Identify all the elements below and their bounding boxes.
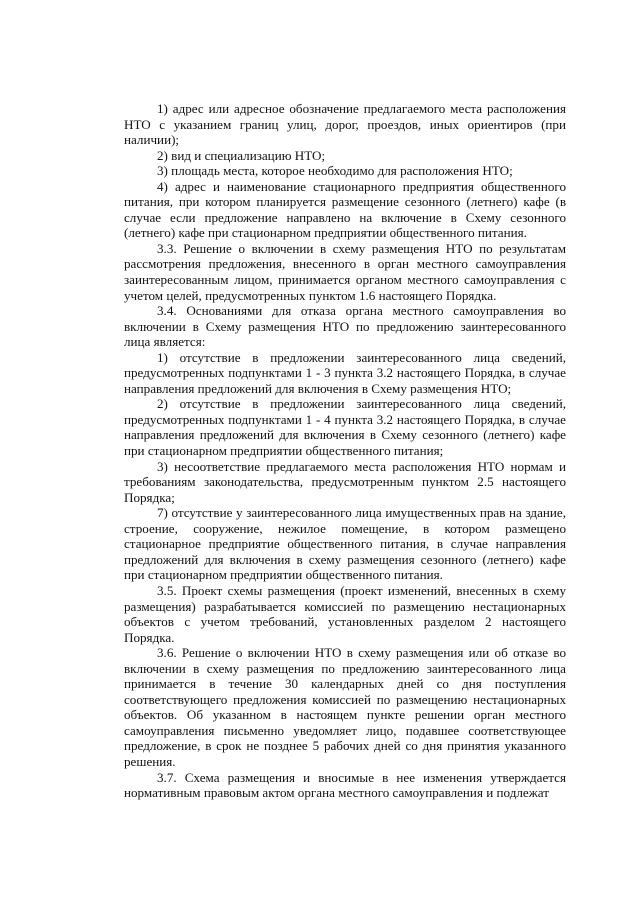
paragraph-item-2: 2) вид и специализацию НТО; [157,147,326,163]
paragraph-section-3-4: 3.4. Основаниями для отказа органа местного самоуправления во включении в Схему размещения НТО по предложению заинтересованного лица является: [124,303,566,350]
paragraph-refusal-1: 1) отсутствие в предложении заинтересованного лица сведений, предусмотренных подпунктами 1 - 3 пункта 3.2 настоящего Порядка, в случае направления предложений для включения в Схему размещения НТО; [124,349,566,396]
paragraph-section-3-6: 3.6. Решение о включении НТО в схему размещения или об отказе во включении в схему размещения по предложению заинтересованного лица принимается в течение 30 календарных дней со дня поступления соответствующего предложения комиссией по размещению нестационарных объектов. Об указанном в настоящем пункте решении орган местного самоуправления письменно уведомляет лицо, подавшее соответствующее предложение, в срок не позднее 5 рабочих дней со дня принятия указанного решения. [124,645,566,769]
paragraph-item-3: 3) площадь места, которое необходимо для расположения НТО; [157,163,513,179]
paragraph-refusal-7: 7) отсутствие у заинтересованного лица имущественных прав на здание, строение, сооружение, нежилое помещение, в котором размещено стационарное предприятие общественного питания, в случае направления предложений для включения в схему размещения сезонного (летнего) кафе при стационарном предприятии общественного питания. [124,505,566,583]
paragraph-section-3-3: 3.3. Решение о включении в схему размещения НТО по результатам рассмотрения предложения, внесенного в орган местного самоуправления заинтересованным лицом, принимается органом местного самоуправления с учетом целей, предусмотренных пунктом 1.6 настоящего Порядка. [124,240,566,303]
paragraph-item-4: 4) адрес и наименование стационарного предприятия общественного питания, при котором планируется размещение сезонного (летнего) кафе (в случае если предложение направлено на включение в Схему сезонного (летнего) кафе при стационарном предприятии общественного питания. [124,178,566,241]
paragraph-section-3-5: 3.5. Проект схемы размещения (проект изменений, внесенных в схему размещения) разрабатывается комиссией по размещению нестационарных объектов с учетом требований, установленных разделом 2 настоящего Порядка. [124,582,566,645]
paragraph-section-3-7: 3.7. Схема размещения и вносимые в нее изменения утверждается нормативным правовым актом органа местного самоуправления и подлежат [124,769,566,801]
paragraph-item-1: 1) адрес или адресное обозначение предлагаемого места расположения НТО с указанием границ улиц, дорог, проездов, иных ориентиров (при наличии); [124,101,566,148]
paragraph-refusal-3: 3) несоответствие предлагаемого места расположения НТО нормам и требованиям законодательства, предусмотренным пунктом 2.5 настоящего Порядка; [124,458,566,505]
paragraph-refusal-2: 2) отсутствие в предложении заинтересованного лица сведений, предусмотренных подпунктами 1 - 4 пункта 3.2 настоящего Порядка, в случае направления предложений для включения в Схему сезонного (летнего) кафе при стационарном предприятии общественного питания; [124,396,566,459]
document-page [124,101,566,801]
